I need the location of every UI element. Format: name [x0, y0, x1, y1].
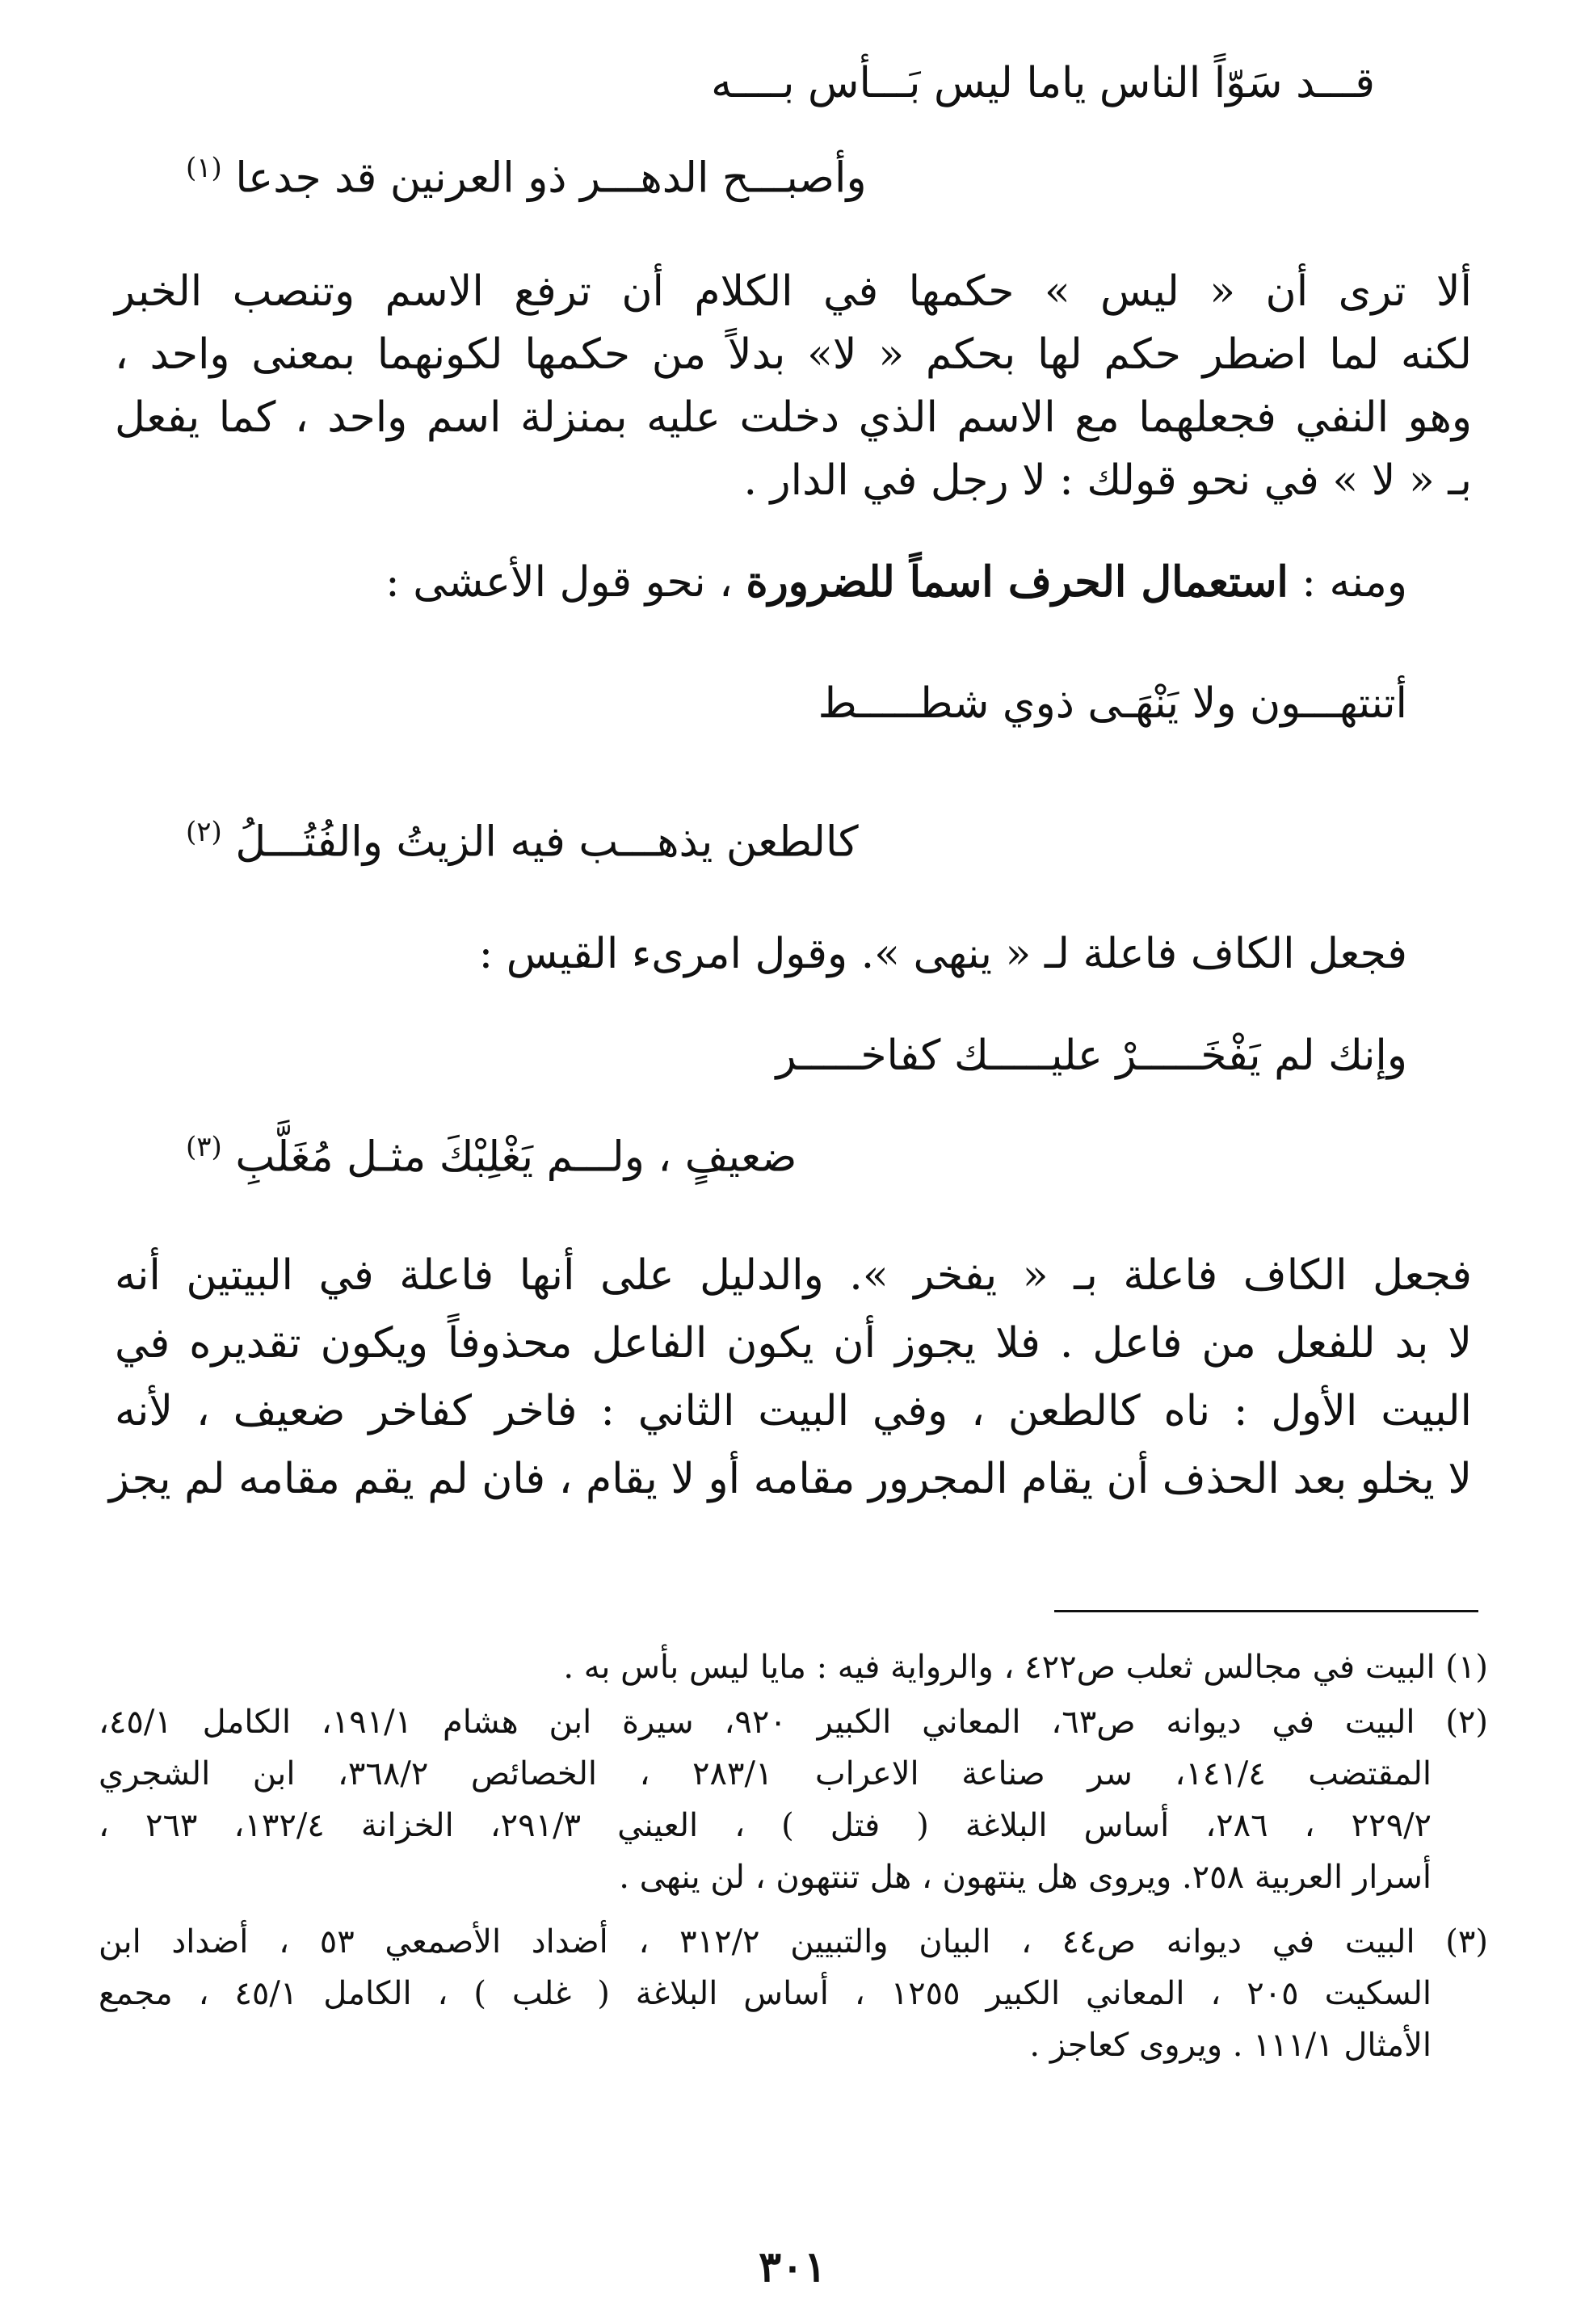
footnote-2-line3: ٢٢٩/٢ ، ٢٨٦، أساس البلاغة ( فتل ) ، العيني ٢٩١/٣، الخزانة ١٣٢/٤، ٢٦٣ ،: [99, 1807, 1432, 1844]
poem2-line2: [179, 816, 1230, 868]
poem1-line1: قـــد سَوّاً الناس ياما ليس بَـــأس بــــه: [711, 59, 1375, 107]
footnote-3-line3: الأمثال ١١١/١ . ويروى كعاجز .: [1029, 2027, 1432, 2064]
para1-line1: ألا ترى أن « ليس » حكمها في الكلام أن ترفع الاسم وتنصب الخبر: [115, 267, 1472, 316]
poem3-line2-text: ضعيفٍ ، ولـــم يَغْلِبْكَ مثـل مُغَلَّبِ: [235, 1133, 797, 1182]
footnote-ref-3: (٣): [186, 1131, 222, 1163]
footnote-3-line1: (٣) البيت في ديوانه ص٤٤ ، البيان والتبيين ٣١٢/٢ ، أضداد الأصمعي ٥٣ ، أضداد ابن: [99, 1923, 1489, 1960]
poem3-line2: [179, 1131, 1230, 1183]
poem2-line2-text: كالطعن يذهـــب فيه الزيتُ والفُتُـــلُ: [235, 817, 859, 867]
heading-bold-text: استعمال الحرف اسماً للضرورة: [746, 557, 1289, 607]
poem1-line2: [179, 152, 1230, 204]
poem1-line2-text: وأصبـــح الدهـــر ذو العرنين قد جدعا: [235, 153, 867, 203]
para1-line2: لكنه لما اضطر حكم لها بحكم « لا» بدلاً من حكمها لكونهما بمعنى واحد ،: [115, 330, 1472, 379]
page-number: ٣٠١: [759, 2242, 826, 2292]
para1-line4: بـ « لا » في نحو قولك : لا رجل في الدار .: [743, 456, 1472, 505]
footnote-2-line2: المقتضب ١٤١/٤، سر صناعة الاعراب ٢٨٣/١ ، الخصائص ٣٦٨/٢، ابن الشجري: [99, 1755, 1432, 1792]
footnote-ref-2: (٢): [186, 816, 222, 848]
poem3-line1: وإنك لم يَفْخَـــــرْ عليـــــك كفاخـــــر: [776, 1032, 1407, 1080]
section-heading: [115, 557, 1407, 607]
footnote-3-line2: السكيت ٢٠٥ ، المعاني الكبير ١٢٥٥ ، أساس البلاغة ( غلب ) ، الكامل ٤٥/١ ، مجمع: [99, 1975, 1432, 2012]
footnote-1-line1: (١) البيت في مجالس ثعلب ص٤٢٢ ، والرواية فيه : مايا ليس بأس به .: [563, 1649, 1488, 1686]
transition-line: فجعل الكاف فاعلة لـ « ينهى ». وقول امرىء القيس :: [478, 930, 1407, 978]
para2-line3: البيت الأول : ناه كالطعن ، وفي البيت الثاني : فاخر كفاخر ضعيف ، لأنه: [115, 1387, 1472, 1435]
footnote-2-line4: أسرار العربية ٢٥٨. ويروى هل ينتهون ، هل تنتهون ، لن ينهى .: [619, 1859, 1432, 1896]
heading-prefix: ومنه :: [1301, 558, 1407, 607]
poem2-line1: أتنتهـــون ولا يَنْهَـى ذوي شطـــــط: [818, 679, 1407, 728]
footnote-2-line1: (٢) البيت في ديوانه ص٦٣، المعاني الكبير ٩٢٠، سيرة ابن هشام ١٩١/١، الكامل ٤٥/١،: [99, 1704, 1489, 1741]
para2-line4: لا يخلو بعد الحذف أن يقام المجرور مقامه أو لا يقام ، فان لم يقم مقامه لم يجز: [108, 1455, 1472, 1503]
footnote-separator: [1054, 1610, 1478, 1612]
para1-line3: وهو النفي فجعلهما مع الاسم الذي دخلت عليه بمنزلة اسم واحد ، كما يفعل: [115, 393, 1472, 442]
para2-line1: فجعل الكاف فاعلة بـ « يفخر ». والدليل على أنها فاعلة في البيتين أنه: [115, 1251, 1472, 1300]
heading-suffix: ، نحو قول الأعشى :: [385, 558, 733, 607]
footnote-ref-1: (١): [186, 152, 222, 184]
para2-line2: لا بد للفعل من فاعل . فلا يجوز أن يكون الفاعل محذوفاً ويكون تقديره في: [115, 1319, 1472, 1368]
